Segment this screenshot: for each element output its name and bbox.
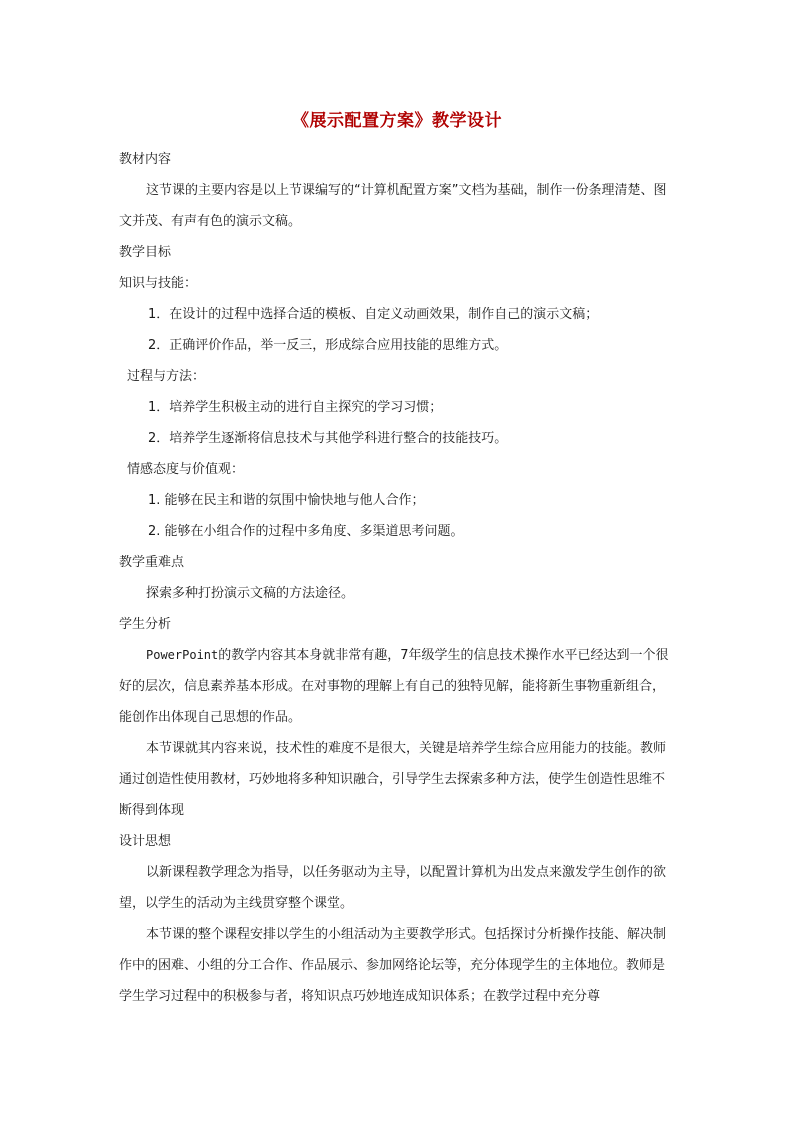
paragraph-students-1 xyxy=(119,640,675,733)
list-item-knowledge-2: 2．正确评价作品，举一反三，形成综合应用技能的思维方式。 xyxy=(148,338,508,353)
paragraph-students-2: 本节课就其内容来说，技术性的难度不是很大，关键是培养学生综合应用能力的技能。教师通过创造性使用教材，巧妙地将多种知识融合，引导学生去探索多种方法，使学生创造性思维不断得到体现 xyxy=(119,741,667,818)
heading-goals: 教学目标 xyxy=(119,245,172,260)
heading-students: 学生分析 xyxy=(119,617,172,632)
paragraph-difficulty: 探索多种打扮演示文稿的方法途径。 xyxy=(146,586,355,601)
document-title: 《展示配置方案》教学设计 xyxy=(292,111,502,131)
powerpoint-term: PowerPoint xyxy=(146,648,219,662)
paragraph-materials: 这节课的主要内容是以上节课编写的“计算机配置方案”文档为基础，制作一份条理清楚、图文并茂、有声有色的演示文稿。 xyxy=(119,183,667,229)
heading-difficulty: 教学重难点 xyxy=(119,555,185,570)
subheading-process: 过程与方法： xyxy=(127,369,206,384)
list-item-process-1: 1．培养学生积极主动的进行自主探究的学习习惯； xyxy=(148,400,443,415)
document-body xyxy=(119,144,675,1012)
list-item-process-2: 2．培养学生逐渐将信息技术与其他学科进行整合的技能技巧。 xyxy=(148,431,508,446)
subheading-knowledge: 知识与技能： xyxy=(119,276,198,291)
paragraph-students-1-text: 的教学内容其本身就非常有趣，7年级学生的信息技术操作水平已经达到一个很好的层次，信息素养基本形成。在对事物的理解上有自己的独特见解，能将新生事物重新组合，能创作出体现自己思想的作品。 xyxy=(119,648,669,725)
list-item-emotion-2: 2. 能够在小组合作的过程中多角度、多渠道思考问题。 xyxy=(148,524,464,539)
paragraph-design-2: 本节课的整个课程安排以学生的小组活动为主要教学形式。包括探讨分析操作技能、解决制作中的困难、小组的分工合作、作品展示、参加网络论坛等，充分体现学生的主体地位。教师是学生学习过程中的积极参与者，将知识点巧妙地连成知识体系；在教学过程中充分尊 xyxy=(119,927,667,1004)
heading-design: 设计思想 xyxy=(119,834,172,849)
heading-materials: 教材内容 xyxy=(119,152,172,167)
list-item-emotion-1: 1. 能够在民主和谐的氛围中愉快地与他人合作； xyxy=(148,493,425,508)
subheading-emotion: 情感态度与价值观： xyxy=(127,462,245,477)
list-item-knowledge-1: 1．在设计的过程中选择合适的模板、自定义动画效果，制作自己的演示文稿； xyxy=(148,307,599,322)
paragraph-design-1: 以新课程教学理念为指导，以任务驱动为主导，以配置计算机为出发点来激发学生创作的欲望，以学生的活动为主线贯穿整个课堂。 xyxy=(119,865,667,911)
